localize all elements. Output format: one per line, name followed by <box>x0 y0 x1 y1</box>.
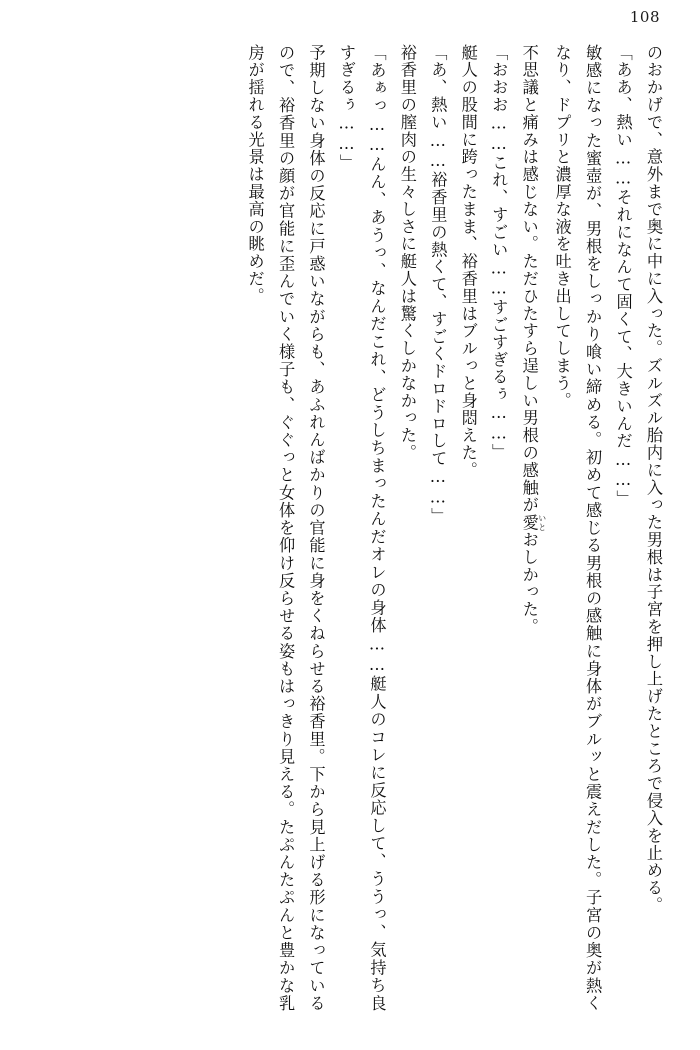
ruby-reading: いと <box>537 513 547 532</box>
paragraph: 裕香里の膣肉の生々しさに艇人は驚くしかなかった。 <box>397 44 417 462</box>
paragraph: 「あぁっ……んん、あうっ、なんだこれ、どうしちまったんだオレの身体……艇人のコレに反応して、ううっ、気持ち良すぎるぅ……」 <box>336 44 387 1012</box>
ruby-annotation: 愛 いと <box>519 513 547 532</box>
paragraph: のおかげで、意外まで奥に中に入った。ズルズル胎内に入った男根は子宮を押し上げたところで侵入を止める。 <box>644 44 663 914</box>
paragraph: 「ああ、熱い……それになんて固くて、大きいんだ……」 <box>613 44 633 508</box>
paragraph: 予期しない身体の反応に戸惑いながらも、あふれんばかりの官能に身をくねらせる裕香里。下から見上げる形になっているので、裕香里の顔が官能に歪んでいく様子も、ぐぐっと女体を仰け反らせる姿もはっきり見える。たぷんたぷんと豊かな乳房が揺れる光景は最高の眺めだ。 <box>245 44 326 1012</box>
page-body-text <box>48 44 668 1012</box>
paragraph: 「あ、熱い……裕香里の熱くて、すごくドロドロして……」 <box>428 44 448 525</box>
paragraph: 「おおお……これ、すごい……すごすぎるぅ……」 <box>489 44 509 461</box>
paragraph: 敏感になった蜜壺が、男根をしっかり喰い締める。初めて感じる男根の感触に身体がブルッと震えだした。子宮の奥が熱くなり、ドプリと濃厚な液を吐き出してしまう。 <box>552 44 603 1012</box>
paragraph: 艇人の股間に跨ったまま、裕香里はブルっと身悶えた。 <box>458 44 478 479</box>
paragraph-with-ruby: 不思議と痛みは感じない。ただひたすら逞しい男根の感触が愛 いとおしかった。 <box>519 44 547 636</box>
page-number: 108 <box>629 8 660 26</box>
